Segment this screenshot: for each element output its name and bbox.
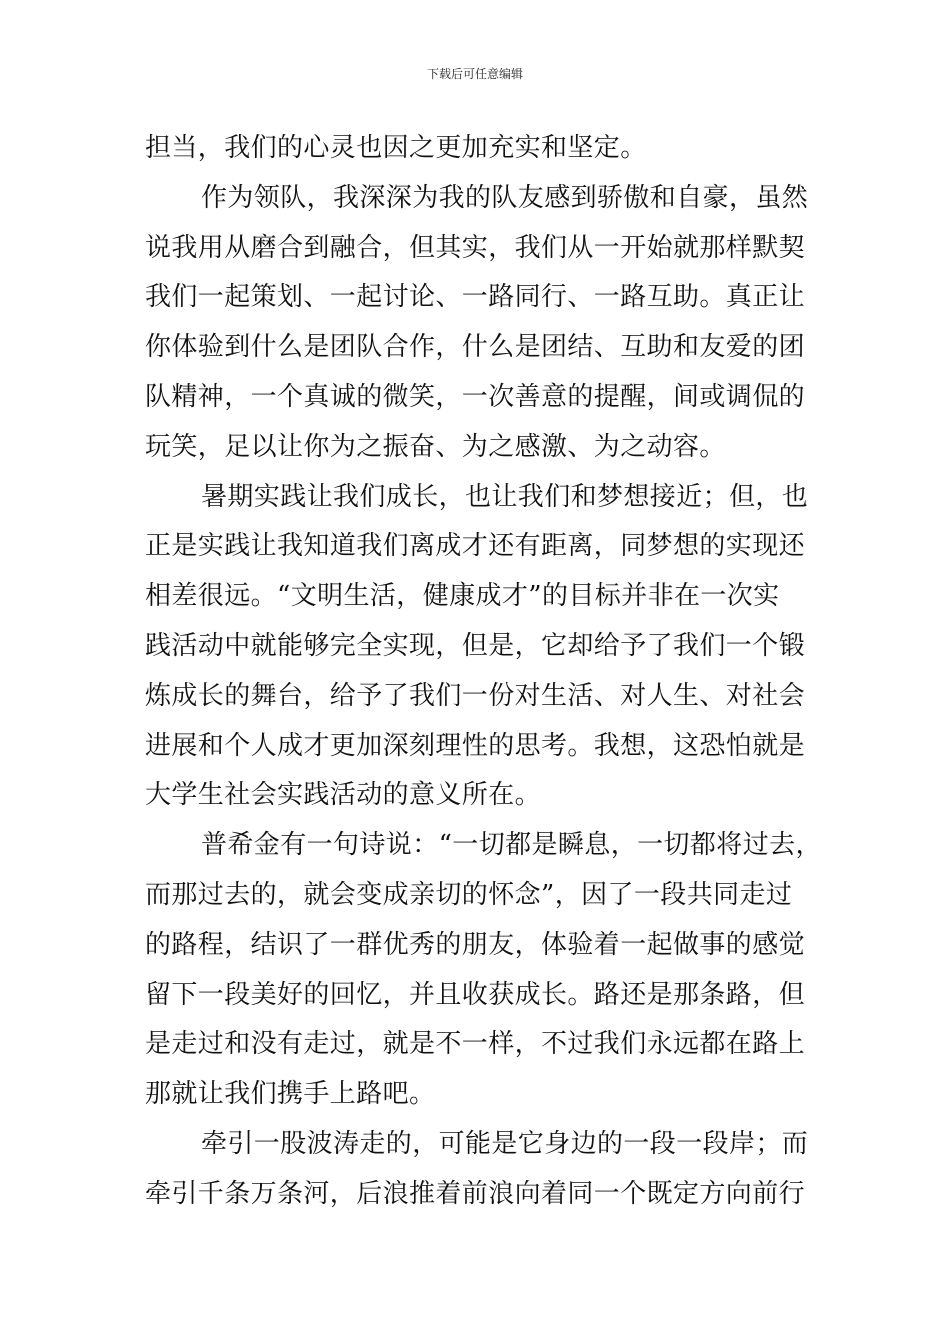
text-line: 普希金有一句诗说：“一切都是瞬息，一切都将过去， (201, 830, 822, 861)
text-line: 留下一段美好的回忆，并且收获成长。路还是那条路，但 (145, 979, 806, 1010)
text-line: 的路程，结识了一群优秀的朋友，体验着一起做事的感觉 (145, 929, 806, 960)
text-line: 暑期实践让我们成长，也让我们和梦想接近；但，也 (201, 481, 809, 512)
text-line: 而那过去的，就会变成亲切的怀念”，因了一段共同走过 (145, 879, 793, 910)
text-line: 牵引千条万条河，后浪推着前浪向着同一个既定方向前行 (145, 1178, 806, 1209)
text-line: 我们一起策划、一起讨论、一路同行、一路互助。真正让 (145, 282, 806, 313)
page-header-note: 下载后可任意编辑 (426, 67, 523, 81)
text-line: 牵引一股波涛走的，可能是它身边的一段一段岸；而 (201, 1128, 809, 1159)
text-line: 队精神，一个真诚的微笑，一次善意的提醒，间或调侃的 (145, 381, 806, 412)
text-line: 正是实践让我知道我们离成才还有距离，同梦想的实现还 (145, 531, 806, 562)
document-body (145, 124, 825, 1220)
text-line: 是走过和没有走过，就是不一样，不过我们永远都在路上 (145, 1029, 806, 1060)
text-line: 炼成长的舞台，给予了我们一份对生活、对人生、对社会 (145, 680, 806, 711)
text-line: 说我用从磨合到融合，但其实，我们从一开始就那样默契 (145, 232, 806, 263)
text-line: 担当，我们的心灵也因之更加充实和坚定。 (145, 133, 647, 163)
text-line: 那就让我们携手上路吧。 (145, 1079, 436, 1110)
text-line: 你体验到什么是团队合作，什么是团结、互助和友爱的团 (145, 332, 806, 363)
text-line: 作为领队，我深深为我的队友感到骄傲和自豪，虽然 (201, 182, 809, 213)
text-line: 玩笑，足以让你为之振奋、为之感激、为之动容。 (145, 431, 726, 462)
text-line: 大学生社会实践活动的意义所在。 (145, 780, 542, 811)
text-line: 相差很远。“文明生活，健康成才”的目标并非在一次实 (145, 581, 780, 612)
text-line: 践活动中就能够完全实现，但是，它却给予了我们一个锻 (145, 630, 806, 661)
text-line: 进展和个人成才更加深刻理性的思考。我想，这恐怕就是 (145, 730, 806, 761)
